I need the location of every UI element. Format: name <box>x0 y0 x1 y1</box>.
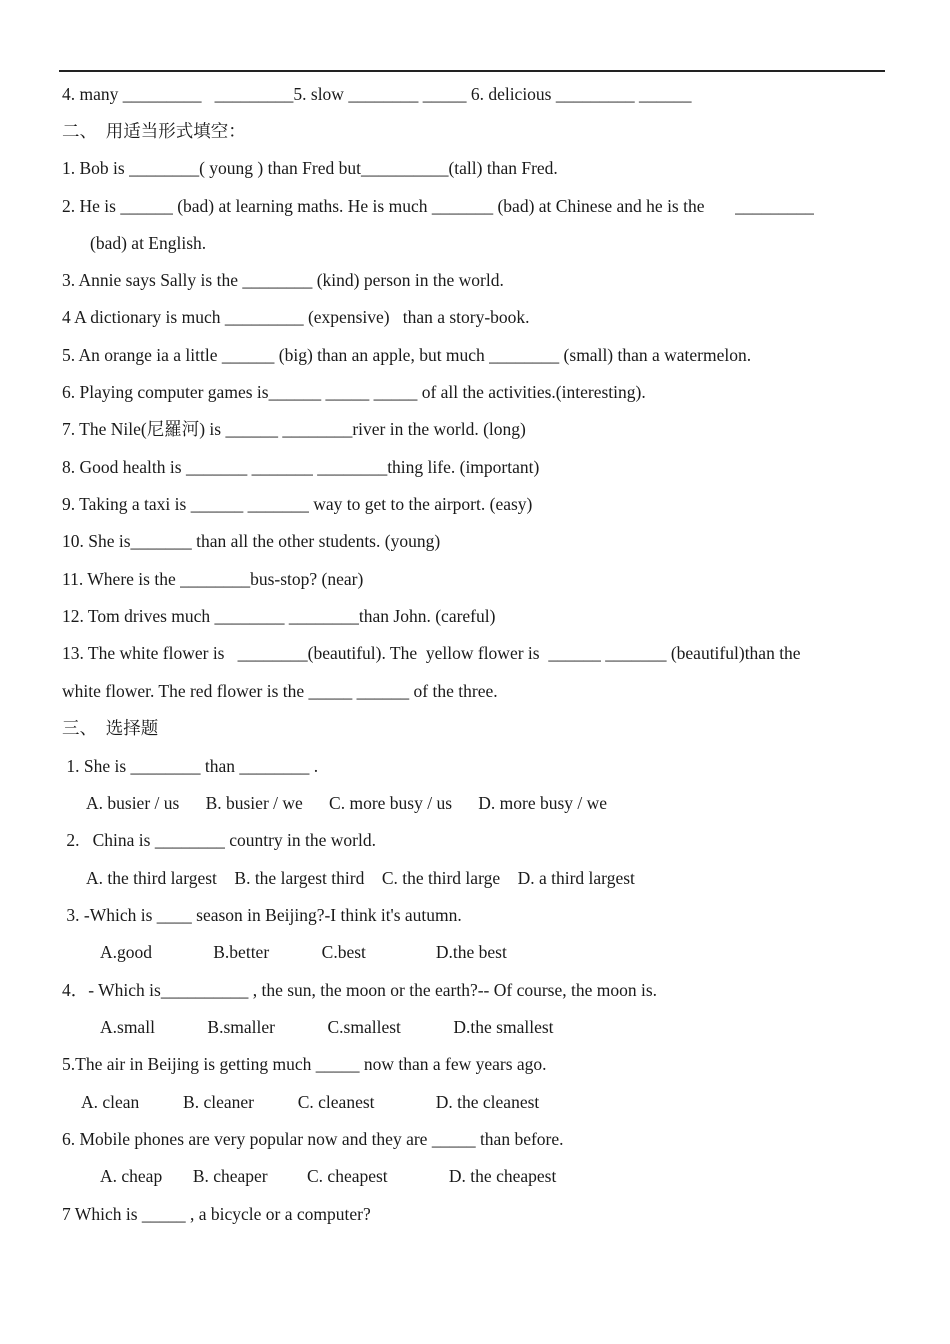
line-10: 7. The Nile(尼羅河) is ______ ________river in the world. (long) <box>62 419 526 439</box>
line-4: 2. He is ______ (bad) at learning maths. He is much _______ (bad) at Chinese and he is the _________ <box>62 196 814 216</box>
line-9: 6. Playing computer games is______ _____ _____ of all the activities.(interesting). <box>62 382 646 402</box>
line-5: (bad) at English. <box>90 233 207 253</box>
options-1: A. busier / us B. busier / we C. more busy / us D. more busy / we <box>86 793 608 813</box>
question-2: 2. China is ________ country in the world. <box>62 830 377 850</box>
top-rule <box>59 70 885 72</box>
options-3: A.good B.better C.best D.the best <box>100 942 507 962</box>
question-7: 7 Which is _____ , a bicycle or a computer? <box>62 1204 371 1224</box>
question-3: 3. -Which is ____ season in Beijing?-I think it's autumn. <box>62 905 462 925</box>
options-6: A. cheap B. cheaper C. cheapest D. the cheapest <box>100 1166 557 1186</box>
line-8: 5. An orange ia a little ______ (big) than an apple, but much ________ (small) than a watermelon. <box>62 345 752 365</box>
line-17: white flower. The red flower is the _____ ______ of the three. <box>62 681 498 701</box>
line-13: 10. She is_______ than all the other students. (young) <box>62 531 441 551</box>
options-2: A. the third largest B. the largest third C. the third large D. a third largest <box>86 868 635 888</box>
question-1: 1. She is ________ than ________ . <box>62 756 319 776</box>
line-3: 1. Bob is ________( young ) than Fred but__________(tall) than Fred. <box>62 158 558 178</box>
section-heading-2: 二、 用适当形式填空： <box>62 121 246 141</box>
line-15: 12. Tom drives much ________ ________than John. (careful) <box>62 606 496 626</box>
line-1: 4. many _________ _________5. slow ________ _____ 6. delicious _________ ______ <box>62 84 692 104</box>
options-4: A.small B.smaller C.smallest D.the smallest <box>100 1017 554 1037</box>
line-7: 4 A dictionary is much _________ (expensive) than a story-book. <box>62 307 530 327</box>
section-heading-3: 三、 选择题 <box>62 718 159 738</box>
question-5: 5.The air in Beijing is getting much _____ now than a few years ago. <box>62 1054 547 1074</box>
options-5: A. clean B. cleaner C. cleanest D. the cleanest <box>81 1092 540 1112</box>
line-14: 11. Where is the ________bus-stop? (near) <box>62 569 364 589</box>
line-6: 3. Annie says Sally is the ________ (kind) person in the world. <box>62 270 504 290</box>
question-4: 4．- Which is__________ , the sun, the moon or the earth?-- Of course, the moon is. <box>62 980 658 1000</box>
line-11: 8. Good health is _______ _______ ________thing life. (important) <box>62 457 540 477</box>
question-6: 6. Mobile phones are very popular now and they are _____ than before. <box>62 1129 564 1149</box>
line-12: 9. Taking a taxi is ______ _______ way to get to the airport. (easy) <box>62 494 533 514</box>
line-16: 13. The white flower is ________(beautiful). The yellow flower is ______ _______ (beautiful)than the <box>62 643 801 663</box>
